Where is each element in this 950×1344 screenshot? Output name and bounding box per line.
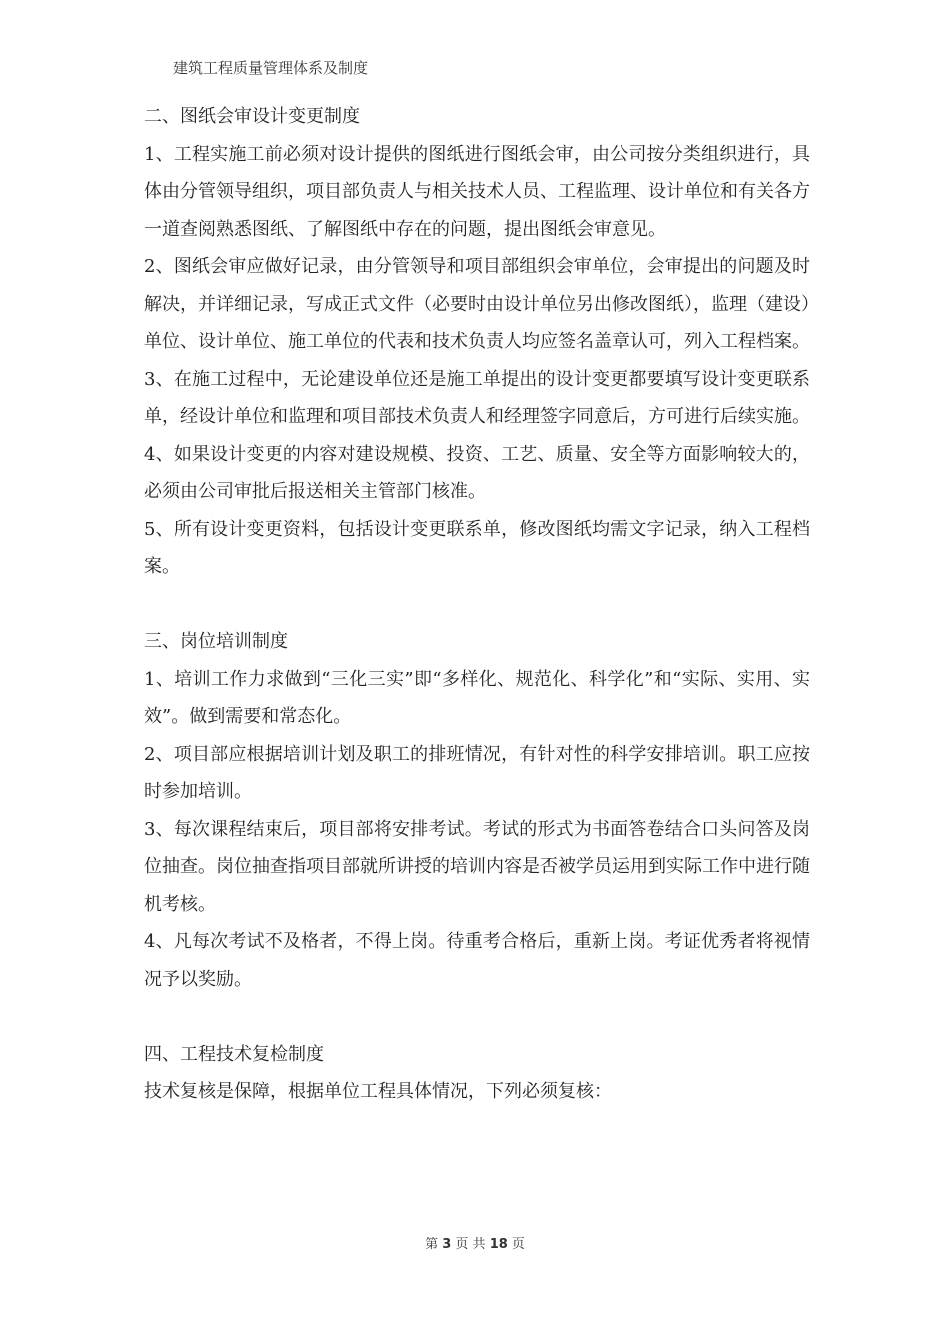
section-heading-drawing-review: 二、图纸会审设计变更制度: [144, 106, 360, 127]
total-pages-number: 18: [489, 1237, 508, 1252]
footer-suffix: 页: [511, 1237, 525, 1252]
footer-middle: 页 共: [455, 1237, 486, 1252]
section-spacer: [144, 586, 810, 624]
section-spacer: [144, 998, 810, 1036]
footer-prefix: 第: [425, 1237, 439, 1252]
paragraph: 3、在施工过程中，无论建设单位还是施工单提出的设计变更都要填写设计变更联系单，经设计单位和监理和项目部技术负责人和经理签字同意后，方可进行后续实施。: [144, 368, 810, 427]
page-footer: [0, 1236, 950, 1254]
paragraph: 3、每次课程结束后，项目部将安排考试。考试的形式为书面答卷结合口头问答及岗位抽查。岗位抽查指项目部就所讲授的培训内容是否被学员运用到实际工作中进行随机考核。: [144, 818, 810, 915]
running-header: 建筑工程质量管理体系及制度: [173, 59, 369, 77]
paragraph: 2、图纸会审应做好记录，由分管领导和项目部组织会审单位，会审提出的问题及时解决，并详细记录，写成正式文件（必要时由设计单位另出修改图纸），监理（建设）单位、设计单位、施工单位的代表和技术负责人均应签名盖章认可，列入工程档案。: [144, 256, 810, 352]
paragraph: 4、如果设计变更的内容对建设规模、投资、工艺、质量、安全等方面影响较大的，必须由公司审批后报送相关主管部门核准。: [144, 443, 810, 502]
paragraph: 2、项目部应根据培训计划及职工的排班情况，有针对性的科学安排培训。职工应按时参加培训。: [144, 743, 810, 802]
paragraph: 5、所有设计变更资料，包括设计变更联系单，修改图纸均需文字记录，纳入工程档案。: [144, 518, 810, 577]
current-page-number: 3: [442, 1237, 452, 1252]
paragraph: 1、工程实施工前必须对设计提供的图纸进行图纸会审，由公司按分类组织进行，具体由分管领导组织，项目部负责人与相关技术人员、工程监理、设计单位和有关各方一道查阅熟悉图纸、了解图纸中存在的问题，提出图纸会审意见。: [144, 143, 810, 240]
document-body: [144, 98, 810, 1111]
paragraph: 1、培训工作力求做到“三化三实”即“多样化、规范化、科学化”和“实际、实用、实效”。做到需要和常态化。: [144, 668, 810, 727]
section-heading-technical-recheck: 四、工程技术复检制度: [144, 1043, 324, 1065]
paragraph: 4、凡每次考试不及格者，不得上岗。待重考合格后，重新上岗。考证优秀者将视情况予以奖励。: [144, 931, 810, 990]
paragraph: 技术复核是保障，根据单位工程具体情况，下列必须复核：: [144, 1081, 612, 1102]
section-heading-training: 三、岗位培训制度: [144, 631, 288, 652]
